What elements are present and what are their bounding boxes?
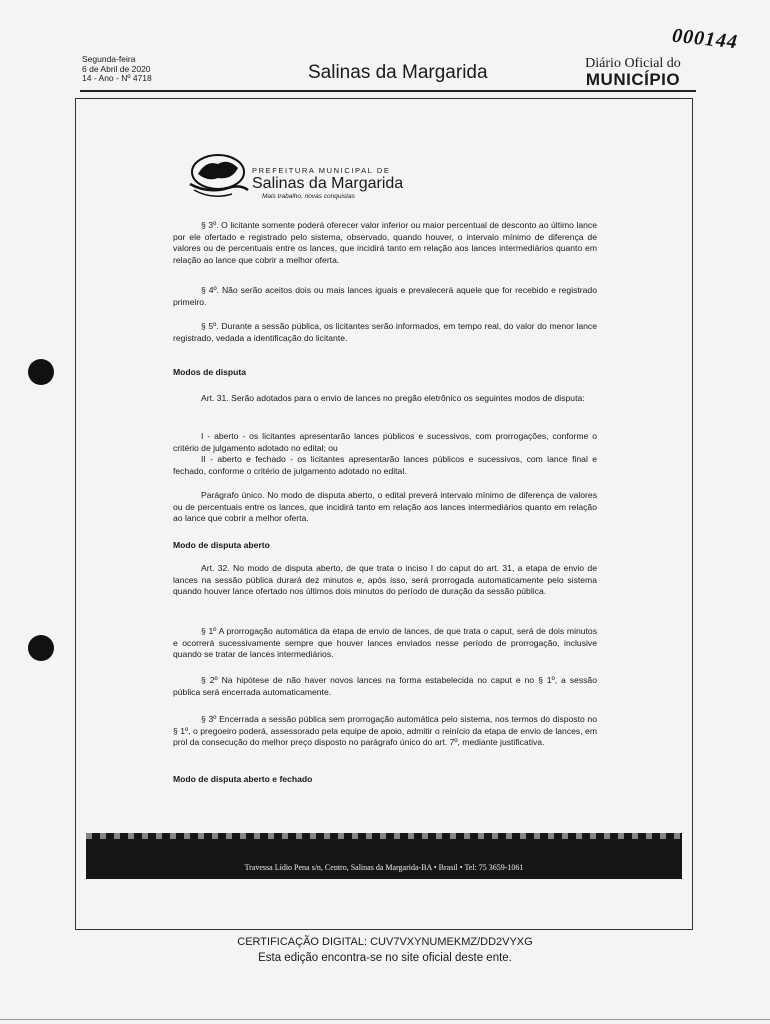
block-para-art32-s3: § 3º Encerrada a sessão pública sem prorrogação automática pelo sistema, nos termos do disposto no § 1º, o pregoeiro poderá, assessorado pela equipe de apoio, admitir o reinício da etapa de envio de lances, em prol da consecução do melhor preço disposto no parágrafo único do art. 7º, mediante justificativa. (173, 714, 597, 748)
block-para-art32: Art. 32. No modo de disputa aberto, de que trata o inciso I do caput do art. 31, a etapa de envio de lances na sessão pública durará dez minutos e, após isso, será prorrogada automaticamente pelo sistema quando houver lance ofertado nos últimos dois minutos do período de duração da sessão pública. (173, 563, 597, 597)
header-brand (573, 56, 693, 89)
section-heading: Modo de disputa aberto e fechado (173, 774, 313, 784)
footer-dash-decoration (86, 833, 682, 839)
block-para-s5: § 5º. Durante a sessão pública, os licitantes serão informados, em tempo real, do valor do menor lance registrado, vedada a identificação do licitante. (173, 321, 597, 343)
header-brand-line1: Diário Oficial do (585, 56, 681, 71)
block-para-s4: § 4º. Não serão aceitos dois ou mais lances iguais e prevalecerá aquele que for recebido e registrado primeiro. (173, 285, 597, 307)
block-para-s3: § 3º. O licitante somente poderá oferecer valor inferior ou maior percentual de desconto ao último lance por ele ofertado e registrado pelo sistema, observado, quando houver, o intervalo mínimo de diferença de valores ou de percentuais entre os lances, que incidirá tanto em relação aos lances intermediários quanto em relação ao lance que cobrir a melhor oferta. (173, 220, 597, 265)
block-para-art32-s2: § 2º Na hipótese de não haver novos lances na forma estabelecida no caput e no § 1º, a sessão pública será encerrada automaticamente. (173, 675, 597, 697)
header-edition: 14 - Ano - Nº 4718 (82, 73, 152, 83)
footer-address: Travessa Lídio Pena s/n, Centro, Salinas da Margarida-BA • Brasil • Tel: 75 3659-1061 (244, 863, 524, 872)
footer-band (86, 833, 682, 879)
header-issue-info (82, 55, 152, 84)
page-number-stamp: 000144 (671, 24, 740, 54)
logo-prefix: PREFEITURA MUNICIPAL DE (252, 166, 391, 175)
section-heading: Modos de disputa (173, 367, 247, 377)
section-heading: Modo de disputa aberto (173, 540, 270, 550)
logo-tagline: Mais trabalho, novas conquistas (262, 193, 355, 200)
punch-hole-icon (28, 635, 54, 661)
municipality-logo-icon (188, 150, 250, 205)
header-weekday: Segunda-feira (82, 54, 136, 64)
certification-block (0, 934, 770, 966)
punch-hole-icon (28, 359, 54, 385)
block-para-art32-s1: § 1º A prorrogação automática da etapa de envio de lances, de que trata o caput, será de dois minutos e ocorrerá sucessivamente sempre que houver lances enviados nesse período de prorrogação, inclusive quando se tratar de lances intermediários. (173, 626, 597, 660)
header-title: Salinas da Margarida (308, 62, 488, 83)
block-para-paragrafo-unico: Parágrafo único. No modo de disputa aberto, o edital preverá intervalo mínimo de diferença de valores ou de percentuais entre os lances, que incidirá tanto em relação aos lances intermediários quanto em relação ao lance que cobrir a melhor oferta. (173, 490, 597, 524)
header-brand-line2: MUNICÍPIO (585, 70, 681, 89)
block-para-inciso-2: II - aberto e fechado - os licitantes apresentarão lances públicos e sucessivos, com lance final e fechado, conforme o critério de julgamento adotado no edital. (173, 454, 597, 476)
certification-note: Esta edição encontra-se no site oficial deste ente. (258, 952, 512, 964)
logo-city: Salinas da Margarida (252, 175, 404, 192)
bottom-rule (0, 1019, 770, 1020)
block-para-inciso-1: I - aberto - os licitantes apresentarão lances públicos e sucessivos, com prorrogações, conforme o critério de julgamento adotado no edital; ou (173, 431, 597, 453)
certification-code: CERTIFICAÇÃO DIGITAL: CUV7VXYNUMEKMZ/DD2VYXG (237, 936, 533, 948)
header-date: 6 de Abril de 2020 (82, 63, 151, 74)
header-rule (80, 90, 696, 92)
block-para-art31: Art. 31. Serão adotados para o envio de lances no pregão eletrônico os seguintes modos de disputa: (201, 393, 585, 403)
logo-text (252, 166, 403, 200)
